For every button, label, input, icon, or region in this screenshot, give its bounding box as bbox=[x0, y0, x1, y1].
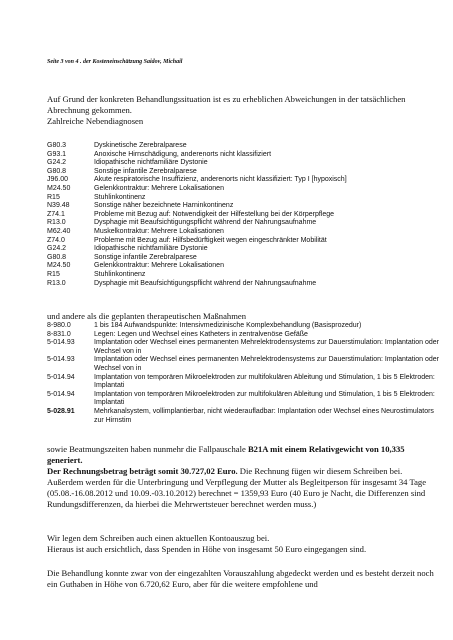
diagnosis-row-description: Anoxische Hirnschädigung, anderenorts nicht klassifiziert bbox=[94, 150, 272, 158]
diagnosis-row bbox=[47, 168, 439, 177]
diagnosis-row-code: G24.2 bbox=[47, 159, 67, 167]
rechnung-text: Die Rechnung fügen wir diesem Schreiben bei. Außerdem werden für die Unterbringung und Verpflegung der Mutter als Begleitperson für insgesamt 34 Tage (05.08.-16.08.2012 und 10.09.-03.10.2012) berechnet = 1359,93 Euro (40 Euro je Nacht, die Differenzen sind Rundungsdifferenzen, da hierbei die Mehrwertsteuer berechnet werden muss.) bbox=[47, 466, 427, 509]
diagnosis-row-code: R15 bbox=[47, 270, 60, 278]
procedure-row-description: Legen: Legen und Wechsel eines Katheters in zentralvenöse Gefäße bbox=[94, 330, 308, 338]
procedure-row bbox=[47, 339, 439, 356]
diagnosis-row bbox=[47, 280, 439, 289]
diagnosis-row-description: Stuhlinkontinenz bbox=[94, 193, 146, 201]
procedure-row bbox=[47, 374, 439, 391]
rechnung-bold: Der Rechnungsbetrag beträgt somit 30.727,02 Euro. bbox=[47, 466, 238, 476]
intro-subheading: Zahlreiche Nebendiagnosen bbox=[47, 116, 144, 126]
diagnosis-row-code: N39.48 bbox=[47, 202, 70, 210]
diagnosis-row-description: Akute respiratorische Insuffizienz, anderenorts nicht klassifiziert: Typ I [hypoxisch] bbox=[94, 176, 347, 184]
diagnosis-row-description: Idiopathische nichtfamiliäre Dystonie bbox=[94, 245, 208, 253]
procedure-row-code: 5-014.94 bbox=[47, 373, 75, 381]
fallpauschale-paragraph bbox=[47, 444, 439, 466]
diagnosis-row bbox=[47, 194, 439, 203]
diagnosis-row bbox=[47, 142, 439, 151]
intro-text: Auf Grund der konkreten Behandlungssituation ist es zu erheblichen Abweichungen in der tatsächlichen Abrechnung gekommen. bbox=[47, 94, 406, 115]
diagnosis-row-description: Probleme mit Bezug auf: Notwendigkeit der Hilfestellung bei der Körperpflege bbox=[94, 210, 335, 218]
diagnosis-row-description: Probleme mit Bezug auf: Hilfsbedürftigkeit wegen eingeschränkter Mobilität bbox=[94, 236, 327, 244]
schluss-paragraph: Die Behandlung konnte zwar von der eingezahlten Vorauszahlung abgedeckt werden und es besteht derzeit noch ein Guthaben in Höhe von 6.720,62 Euro, aber für die weitere empfohlene und bbox=[47, 568, 434, 589]
diagnosis-row-description: Sonstige infantile Zerebralparese bbox=[94, 253, 197, 261]
diagnosis-row-code: R13.0 bbox=[47, 219, 66, 227]
procedure-row-code: 8-831.0 bbox=[47, 330, 71, 338]
diagnosis-row-description: Sonstige näher bezeichnete Harninkontinenz bbox=[94, 202, 234, 210]
procedure-row-code: 5-014.93 bbox=[47, 356, 75, 364]
fallpauschale-text: sowie Beatmungszeiten haben nunmehr die Fallpauschale bbox=[47, 444, 248, 454]
diagnosis-row bbox=[47, 159, 439, 168]
rechnung-paragraph bbox=[47, 466, 439, 510]
diagnosis-row-code: J96.00 bbox=[47, 176, 69, 184]
procedure-row-description: Implantation von temporären Mikroelektroden zur multifokulären Ableitung und Stimulation, 1 bis 5 Elektroden: Implantati bbox=[94, 390, 435, 407]
diagnosis-row-code: G80.8 bbox=[47, 253, 67, 261]
diagnosis-row bbox=[47, 176, 439, 185]
procedure-row-description: 1 bis 184 Aufwandspunkte: Intensivmedizinische Komplexbehandlung (Basisprozedur) bbox=[94, 322, 362, 329]
diagnosis-row bbox=[47, 211, 439, 220]
diagnosis-row-description: Gelenkkontraktur: Mehrere Lokalisationen bbox=[94, 262, 224, 270]
diagnosis-row bbox=[47, 262, 439, 271]
diagnosis-row-description: Dyskinetische Zerebralparese bbox=[94, 142, 187, 149]
diagnosis-row-description: Gelenkkontraktur: Mehrere Lokalisationen bbox=[94, 184, 224, 192]
procedure-row-code: 5-014.94 bbox=[47, 390, 75, 398]
diagnosis-list bbox=[47, 142, 439, 288]
diagnosis-row bbox=[47, 254, 439, 263]
procedure-row-code: 5-028.91 bbox=[47, 407, 75, 415]
procedure-row-description: Implantation von temporären Mikroelektroden zur multifokulären Ableitung und Stimulation, 1 bis 5 Elektroden: Implantati bbox=[94, 373, 435, 390]
diagnosis-row-code: R15 bbox=[47, 193, 60, 201]
diagnosis-row bbox=[47, 245, 439, 254]
diagnosis-row bbox=[47, 228, 439, 237]
diagnosis-row-description: Idiopathische nichtfamiliäre Dystonie bbox=[94, 159, 208, 167]
fallpauschale-bold: B21A mit einem Relativgewicht von 10,335 generiert. bbox=[47, 444, 405, 465]
page-header: Seite 3 von 4 . der Kosteneinschätzung Saidov, Michail bbox=[47, 59, 183, 65]
diagnosis-row bbox=[47, 185, 439, 194]
procedure-row-code: 8-980.0 bbox=[47, 322, 71, 329]
diagnosis-row-description: Muskelkontraktur: Mehrere Lokalisationen bbox=[94, 227, 224, 235]
procedure-list bbox=[47, 322, 439, 425]
procedure-row-description: Implantation oder Wechsel eines permanenten Mehrelektrodensystems zur Dauerstimulation: Implantation oder Wechsel von in bbox=[94, 356, 439, 372]
diagnosis-row-description: Dysphagie mit Beaufsichtigungspflicht während der Nahrungsaufnahme bbox=[94, 219, 317, 227]
konto-line2: Hieraus ist auch ersichtlich, dass Spenden in Höhe von insgesamt 50 Euro eingegangen sind. bbox=[47, 544, 367, 554]
diagnosis-row-code: Z74.0 bbox=[47, 236, 65, 244]
diagnosis-row-description: Stuhlinkontinenz bbox=[94, 270, 146, 278]
diagnosis-row bbox=[47, 219, 439, 228]
procedure-row-description: Mehrkanalsystem, vollimplantierbar, nicht wiederaufladbar: Implantation oder Wechsel eines Neurostimulators zur Hirnstim bbox=[94, 407, 434, 424]
diagnosis-row-code: Z74.1 bbox=[47, 210, 65, 218]
diagnosis-row-code: G80.3 bbox=[47, 142, 67, 149]
diagnosis-row bbox=[47, 237, 439, 246]
diagnosis-row-code: M24.50 bbox=[47, 262, 71, 270]
procedure-row-code: 5-014.93 bbox=[47, 339, 75, 347]
diagnosis-row bbox=[47, 271, 439, 280]
procedure-row bbox=[47, 322, 439, 331]
diagnosis-row-description: Dysphagie mit Beaufsichtigungspflicht während der Nahrungsaufnahme bbox=[94, 279, 317, 287]
diagnosis-row bbox=[47, 151, 439, 160]
diagnosis-row-code: M62.40 bbox=[47, 227, 71, 235]
diagnosis-row-code: R13.0 bbox=[47, 279, 66, 287]
procedure-row bbox=[47, 356, 439, 373]
procedures-intro: und andere als die geplanten therapeutischen Maßnahmen bbox=[47, 311, 247, 321]
diagnosis-row-code: M24.50 bbox=[47, 184, 71, 192]
diagnosis-row bbox=[47, 202, 439, 211]
procedure-row-description: Implantation oder Wechsel eines permanenten Mehrelektrodensystems zur Dauerstimulation: Implantation oder Wechsel von in bbox=[94, 339, 439, 355]
konto-paragraph bbox=[47, 533, 439, 555]
procedure-row bbox=[47, 408, 439, 425]
intro-paragraph bbox=[47, 94, 439, 127]
diagnosis-row-code: G24.2 bbox=[47, 245, 67, 253]
procedure-row bbox=[47, 391, 439, 408]
diagnosis-row-code: G80.8 bbox=[47, 167, 67, 175]
diagnosis-row-code: G93.1 bbox=[47, 150, 67, 158]
diagnosis-row-description: Sonstige infantile Zerebralparese bbox=[94, 167, 197, 175]
procedure-row bbox=[47, 331, 439, 340]
konto-line1: Wir legen dem Schreiben auch einen aktuellen Kontoauszug bei. bbox=[47, 533, 270, 543]
